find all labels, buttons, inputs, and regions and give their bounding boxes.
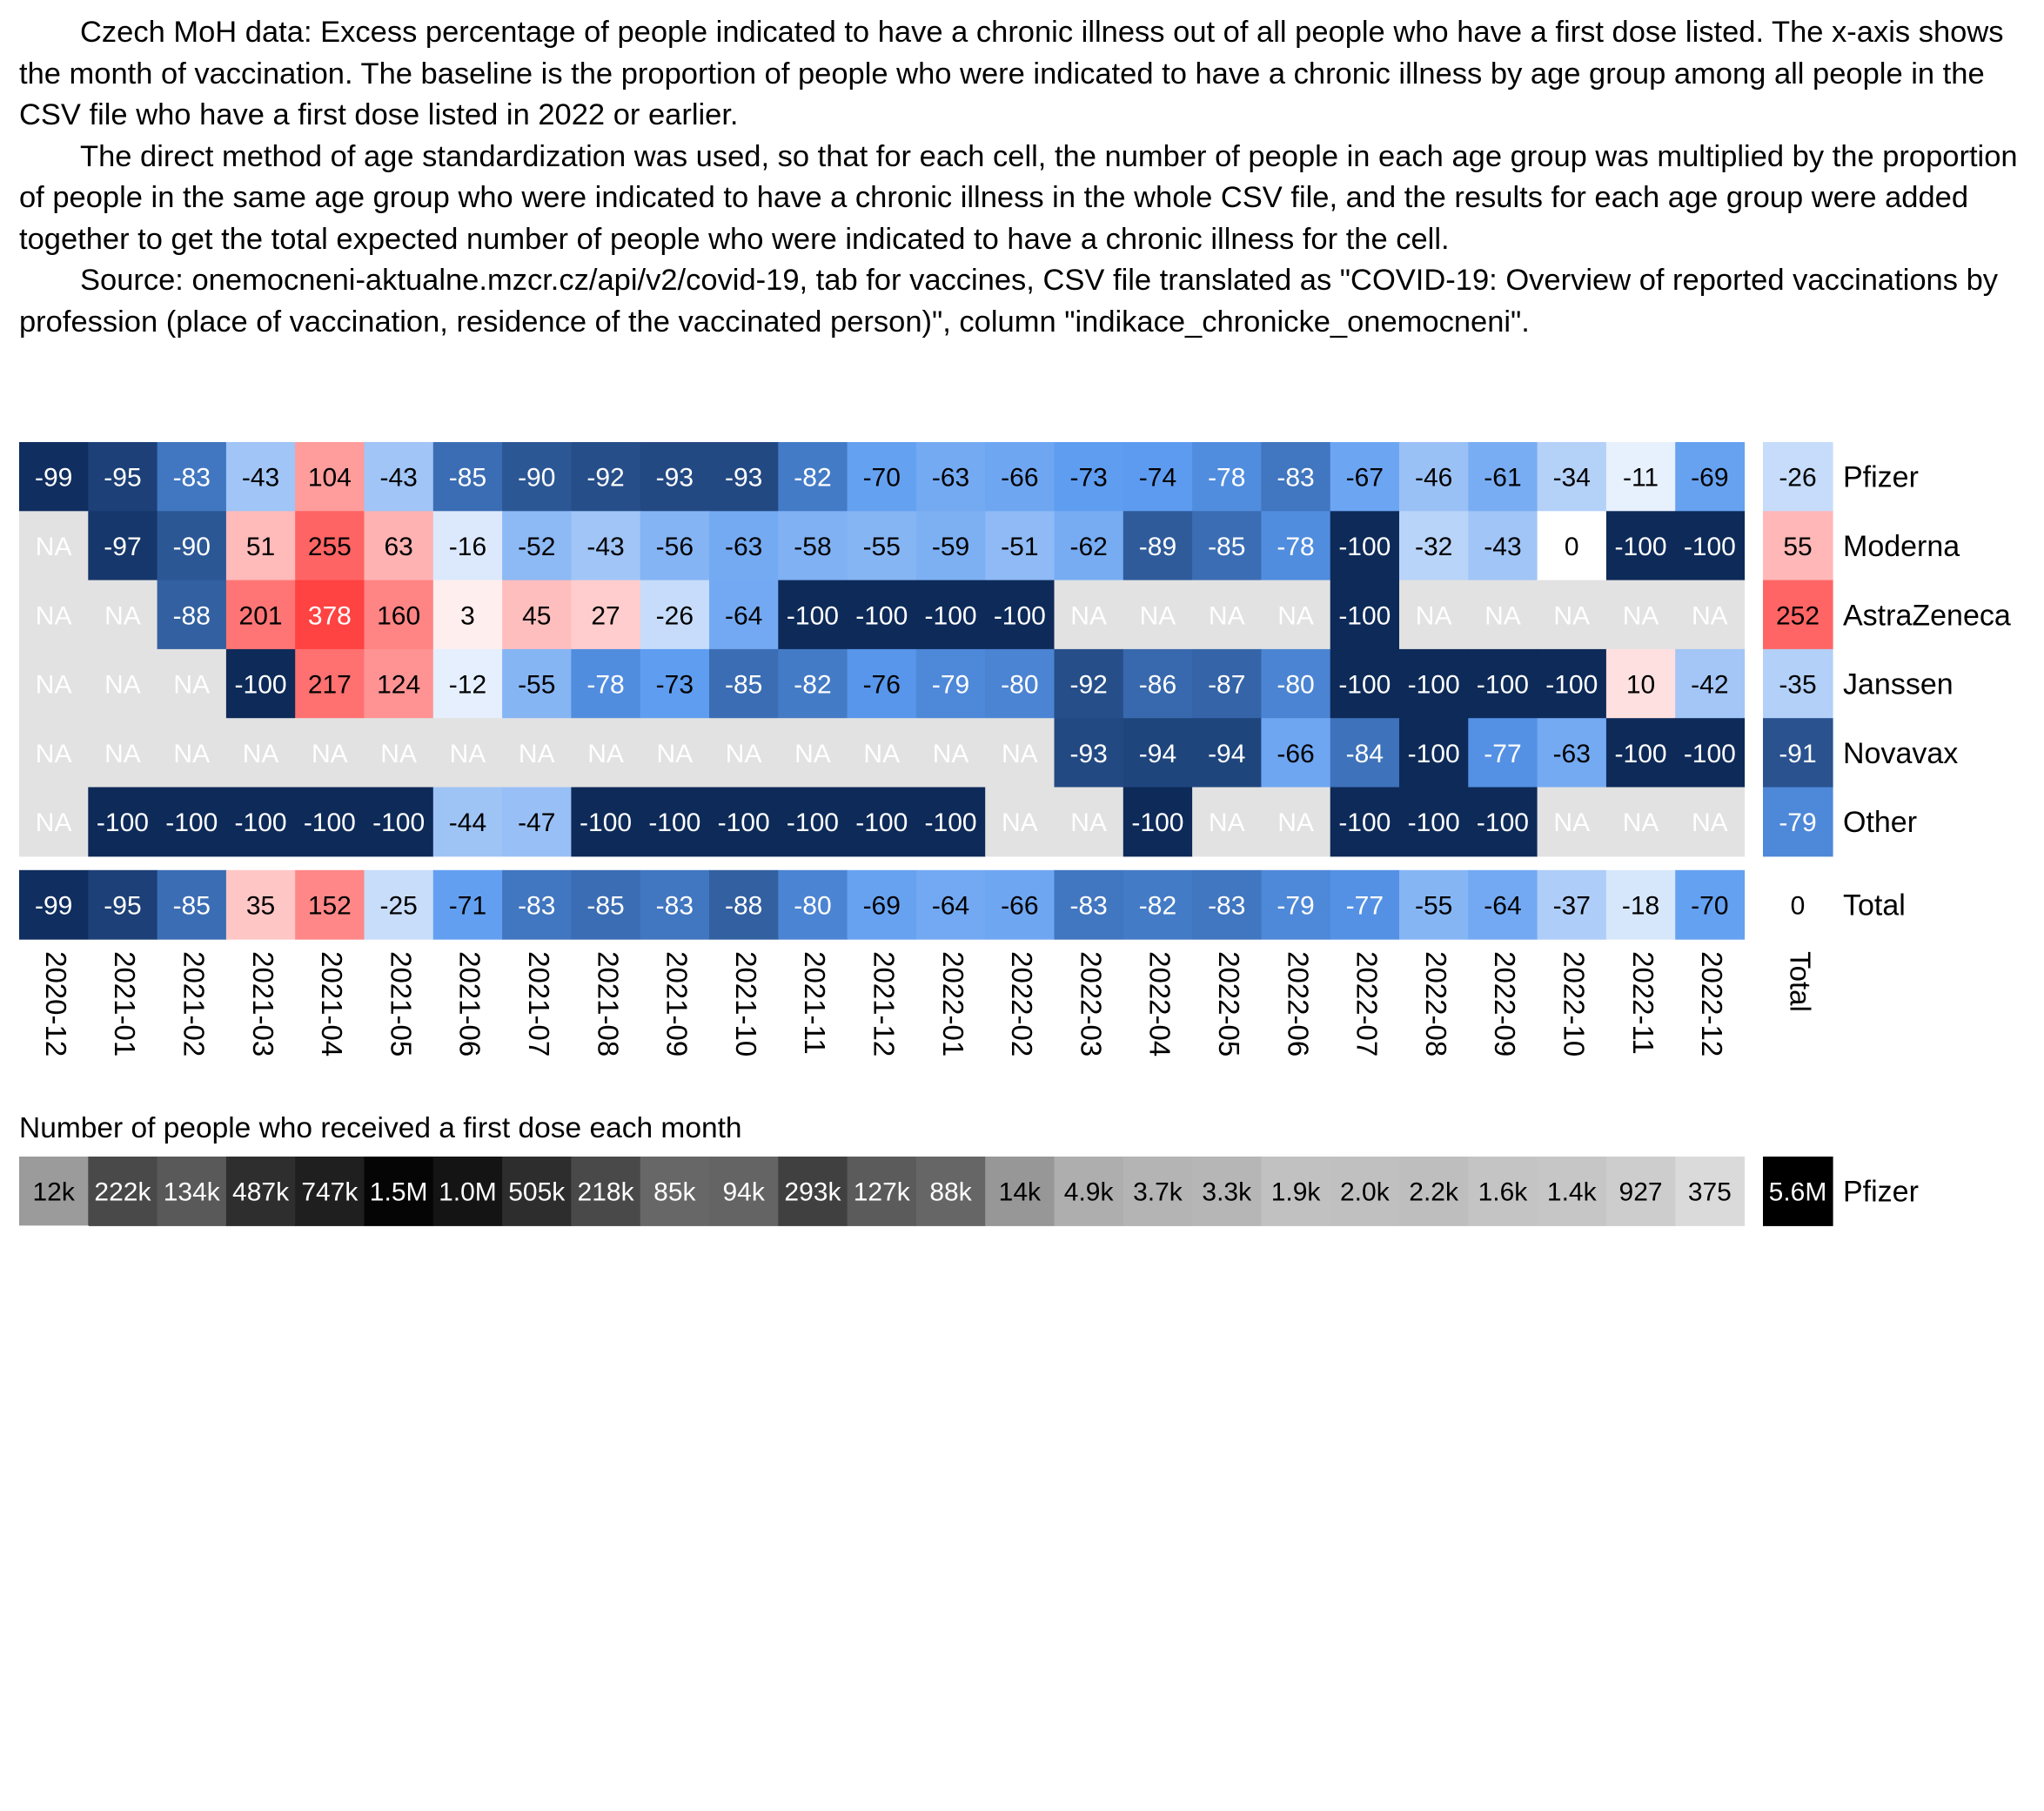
heatmap1-x-tick: 2021-03 (246, 951, 279, 1057)
heatmap1-cell-label: NA (932, 739, 969, 768)
heatmap1-x-tick: 2022-07 (1350, 951, 1384, 1057)
heatmap1-cell-label: 201 (238, 601, 283, 631)
heatmap1-cell-label: -52 (518, 532, 556, 561)
heatmap1-row-label: Moderna (1843, 529, 1960, 563)
heatmap1-cell-label: NA (1622, 601, 1659, 631)
heatmap1-cell-label: -100 (855, 808, 908, 838)
heatmap1-cell-label: NA (380, 739, 417, 768)
heatmap1-x-tick: 2021-11 (799, 951, 832, 1055)
heatmap1-cell-label: 0 (1564, 532, 1579, 561)
heatmap1-cell-label: -26 (655, 601, 694, 631)
heatmap2-cell-label: 2.0k (1339, 1177, 1390, 1207)
heatmap2-cell-label: 1.0M (439, 1177, 497, 1207)
heatmap1-cell-label: -83 (1277, 463, 1315, 493)
heatmap1-cell-label: -86 (1138, 670, 1177, 700)
heatmap1-cell-label: NA (449, 739, 486, 768)
heatmap1-row-label: Novavax (1843, 736, 1959, 770)
heatmap2-cell-label: 222k (94, 1177, 151, 1207)
heatmap1-row-total-label: -35 (1779, 670, 1817, 700)
heatmap1-cell-label: -100 (1338, 601, 1391, 631)
heatmap2-cell-label: 1.4k (1546, 1177, 1597, 1207)
heatmap1-cell-label: NA (1553, 601, 1591, 631)
heatmap1-cell-label: -42 (1691, 670, 1729, 700)
heatmap1-cell-label: -63 (1552, 739, 1591, 768)
heatmap1-cell-label: 160 (377, 601, 421, 631)
heatmap1-x-tick-total: Total (1784, 951, 1817, 1012)
heatmap1-cell-label: -92 (1069, 670, 1108, 700)
heatmap1-cell-label: -12 (448, 670, 487, 700)
heatmap1-cell-label: -93 (655, 463, 694, 493)
heatmap1-x-tick: 2022-09 (1489, 951, 1522, 1057)
heatmap1-cell-label: -67 (1345, 463, 1384, 493)
heatmap1-cell-label: -82 (794, 463, 832, 493)
heatmap1-cell-label: -66 (1001, 463, 1039, 493)
heatmap2-cell-label: 4.9k (1063, 1177, 1114, 1207)
heatmap1-x-tick: 2021-02 (178, 951, 211, 1057)
heatmap2-row-label: Pfizer (1843, 1175, 1919, 1209)
heatmap2-cell-label: 487k (232, 1177, 290, 1207)
heatmap1-cell-label: NA (35, 739, 72, 768)
heatmap1-total-row-cell-label: 152 (307, 891, 352, 921)
heatmap1-total-row-cell-label: -83 (518, 891, 556, 921)
heatmap1-cell-label: -100 (372, 808, 426, 838)
heatmap1-cell-label: -43 (1484, 532, 1522, 561)
heatmap2-cell-label: 88k (929, 1177, 972, 1207)
heatmap1-cell-label: -87 (1208, 670, 1246, 700)
heatmap1-cell-label: NA (104, 601, 141, 631)
heatmap1-cell-label: NA (35, 670, 72, 700)
heatmap1-total-row-cell-label: -83 (1069, 891, 1108, 921)
heatmap1-x-tick: 2022-12 (1696, 951, 1729, 1057)
heatmap1-total-row-cell-label: -18 (1621, 891, 1660, 921)
heatmap2-cell-label: 12k (32, 1177, 75, 1207)
heatmap1-cell-label: -55 (518, 670, 556, 700)
heatmap1-cell-label: -16 (448, 532, 487, 561)
heatmap1-cell-label: 104 (307, 463, 352, 493)
heatmap1-cell-label: NA (1002, 808, 1038, 838)
heatmap1-cell-label: -63 (931, 463, 970, 493)
heatmap1-cell-label: NA (1415, 601, 1452, 631)
heatmap1-cell-label: 51 (245, 532, 276, 561)
heatmap1-cell-label: -74 (1138, 463, 1177, 493)
heatmap1-cell-label: -63 (724, 532, 763, 561)
heatmap1-cell-label: -46 (1414, 463, 1453, 493)
heatmap1-cell-label: 63 (384, 532, 413, 561)
heatmap1-cell-label: -100 (580, 808, 633, 838)
heatmap1-cell-label: -69 (1691, 463, 1729, 493)
heatmap1-row-label: Janssen (1843, 667, 1954, 701)
heatmap1-cell-label: -82 (794, 670, 832, 700)
heatmap1-cell-label: -51 (1001, 532, 1039, 561)
heatmap1-x-tick: 2022-02 (1006, 951, 1039, 1057)
heatmap1-x-tick: 2021-04 (316, 951, 349, 1057)
heatmap1-cell-label: -78 (586, 670, 625, 700)
description-paragraph-2: The direct method of age standardization was used, so that for each cell, the number of people in each age group was multiplied by the proportion of people in the same age group who were indicated to have a chronic illness in the whole CSV file, and the results for each age group were added together to get the total expected number of people who were indicated to have a chronic illness for the cell. (19, 139, 2018, 256)
heatmap1-cell-label: -100 (1614, 532, 1667, 561)
heatmap1-cell-label: NA (1277, 808, 1314, 838)
heatmap1-cell-label: -97 (104, 532, 142, 561)
heatmap1-cell-label: NA (656, 739, 694, 768)
heatmap1-cell-label: -93 (724, 463, 763, 493)
heatmap1-total-row-cell-label: -83 (1208, 891, 1246, 921)
heatmap1-cell-label: -79 (931, 670, 970, 700)
heatmap1-cell-label: -78 (1277, 532, 1315, 561)
heatmap1-cell-label: -89 (1138, 532, 1177, 561)
heatmap1-cell-label: 45 (522, 601, 552, 631)
heatmap1-cell-label: -59 (931, 532, 970, 561)
heatmap1-cell-label: -100 (1407, 808, 1460, 838)
heatmap1-total-row-cell-label: -70 (1691, 891, 1729, 921)
heatmap1-cell-label: -100 (717, 808, 770, 838)
heatmap1-cell-label: NA (1553, 808, 1591, 838)
heatmap1-total-row-cell-label: -66 (1001, 891, 1039, 921)
heatmap2-cell-label: 218k (577, 1177, 634, 1207)
heatmap1-cell-label: NA (312, 739, 348, 768)
heatmap1-total-row-cell-label: -82 (1138, 891, 1177, 921)
heatmap1-cell-label: NA (1484, 601, 1521, 631)
heatmap1-cell-label: -100 (993, 601, 1046, 631)
heatmap1-cell-label: -100 (924, 808, 977, 838)
heatmap1-cell-label: NA (587, 739, 624, 768)
heatmap1-x-tick: 2022-01 (936, 951, 969, 1057)
heatmap1-cell-label: -100 (1614, 739, 1667, 768)
heatmap1-cell-label: NA (35, 601, 72, 631)
heatmap1-x-tick: 2020-12 (39, 951, 72, 1057)
heatmap1-total-row-cell-label: -77 (1345, 891, 1384, 921)
heatmap1-cell-label: -88 (172, 601, 211, 631)
heatmap1-cell-label: -34 (1552, 463, 1591, 493)
heatmap1-cell-label: -100 (1545, 670, 1598, 700)
heatmap1-x-tick: 2022-04 (1143, 951, 1176, 1057)
heatmap1-cell-label: NA (725, 739, 762, 768)
heatmap1-cell-label: -92 (586, 463, 625, 493)
heatmap1-total-row-cell-label: -83 (655, 891, 694, 921)
heatmap2-cell-rect (19, 1225, 89, 1295)
heatmap1-cell-label: -100 (96, 808, 149, 838)
heatmap1-cell-label: -100 (165, 808, 218, 838)
heatmap1-total-row-cell-label: -88 (724, 891, 763, 921)
heatmap1-cell-label: -73 (1069, 463, 1108, 493)
heatmap1-cell-label: NA (518, 739, 555, 768)
heatmap1-cell-label: 10 (1625, 670, 1656, 700)
heatmap1-cell-label: -100 (1683, 739, 1736, 768)
heatmap1-cell-label: NA (1208, 601, 1245, 631)
heatmap1-cell-label: 27 (591, 601, 620, 631)
heatmap1-cell-label: -43 (241, 463, 280, 493)
heatmap2-cell-label: 927 (1618, 1177, 1663, 1207)
heatmap1-x-tick: 2021-07 (523, 951, 556, 1057)
heatmap1-total-row-cell-label: -99 (34, 891, 73, 921)
heatmap1-cell-label: -11 (1622, 463, 1659, 493)
heatmap2-cell-label: 1.9k (1270, 1177, 1321, 1207)
heatmap1-x-tick: 2022-10 (1558, 951, 1591, 1057)
heatmap1-cell-label: -100 (1407, 739, 1460, 768)
heatmap1-row-label: Other (1843, 806, 1918, 840)
heatmap1-total-row-cell-label: 35 (245, 891, 276, 921)
heatmap1-cell-label: NA (863, 739, 901, 768)
heatmap1-total-row-cell-label: -64 (931, 891, 970, 921)
heatmap1-cell-label: -85 (1208, 532, 1246, 561)
heatmap2-cell-label: 293k (784, 1177, 841, 1207)
heatmap1-cell-label: -66 (1277, 739, 1315, 768)
heatmap1-total-row-cell-label: -95 (104, 891, 142, 921)
heatmap1-cell-label: NA (104, 670, 141, 700)
heatmap1-x-tick: 2022-06 (1282, 951, 1315, 1057)
heatmap1-cell-label: -100 (924, 601, 977, 631)
heatmap1-cell-label: NA (242, 739, 279, 768)
heatmap1-cell-label: -94 (1138, 739, 1177, 768)
heatmap1-row-total-label: -79 (1779, 808, 1817, 838)
heatmap1-total-row-cell-label: -85 (172, 891, 211, 921)
description-paragraph-1: Czech MoH data: Excess percentage of people indicated to have a chronic illness out of all people who have a first dose listed. The x-axis shows the month of vaccination. The baseline is the proportion of people who were indicated to have a chronic illness by age group among all people in the CSV file who have a first dose listed in 2022 or earlier. (19, 16, 2004, 131)
heatmap1-cell-label: NA (1070, 601, 1107, 631)
heatmap1-cell-label: -90 (518, 463, 556, 493)
heatmap1-cell-label: -100 (1407, 670, 1460, 700)
heatmap1-row-total-label: -91 (1779, 739, 1817, 768)
heatmap1-total-row-cell-label: -64 (1484, 891, 1522, 921)
heatmap1-cell-label: -85 (448, 463, 487, 493)
heatmap1-cell-label: NA (173, 739, 211, 768)
heatmap1-cell-label: -78 (1208, 463, 1246, 493)
heatmap2-cell-label: 1.6k (1478, 1177, 1528, 1207)
heatmap1-cell-label: 217 (307, 670, 352, 700)
heatmap1-cell-label: NA (1277, 601, 1314, 631)
heatmap2-cell-label: 85k (653, 1177, 696, 1207)
heatmap1-total-row-cell-label: -79 (1277, 891, 1315, 921)
heatmap2-cell-label: 2.2k (1409, 1177, 1459, 1207)
heatmap1-cell-label: -44 (448, 808, 487, 838)
heatmap2-cell-label: 94k (722, 1177, 765, 1207)
heatmap1-cell-label: NA (1002, 739, 1038, 768)
heatmap1-cell-label: NA (1692, 808, 1728, 838)
heatmap2-row-total-label: 5.6M (1768, 1177, 1827, 1207)
heatmap1-cell-label: -100 (1131, 808, 1184, 838)
heatmap1-x-tick: 2021-09 (660, 951, 694, 1057)
heatmap1-row-total-label: 252 (1775, 601, 1820, 631)
heatmap1-cell-label: 3 (460, 601, 475, 631)
heatmap2-cell-label: 3.7k (1133, 1177, 1183, 1207)
heatmap2-cell-label: 1.5M (369, 1177, 428, 1207)
heatmap1-x-tick: 2022-05 (1213, 951, 1246, 1057)
heatmap1-cell-label: -100 (786, 808, 839, 838)
heatmap1-cell-label: 255 (307, 532, 352, 561)
heatmap1-cell-label: -55 (862, 532, 901, 561)
heatmap1-cell-label: -61 (1484, 463, 1522, 493)
heatmap1-cell-label: -100 (855, 601, 908, 631)
heatmap1-row-label: Pfizer (1843, 460, 1919, 494)
heatmap1-cell-label: -100 (1476, 808, 1529, 838)
heatmap1-cell-label: -90 (172, 532, 211, 561)
heatmap2-cell-label: 134k (163, 1177, 220, 1207)
heatmap1-cell-label: -100 (1338, 808, 1391, 838)
heatmap2-cell-label: 3.3k (1202, 1177, 1252, 1207)
heatmap1-cell-label: -73 (655, 670, 694, 700)
heatmap1-cell-label: -58 (794, 532, 832, 561)
heatmap1-x-tick: 2021-10 (729, 951, 762, 1057)
heatmap1-cell-label: -77 (1484, 739, 1522, 768)
heatmap1-cell-label: -95 (104, 463, 142, 493)
heatmap1-cell-label: -100 (234, 808, 287, 838)
heatmap1-cell-label: NA (35, 808, 72, 838)
heatmap1-x-tick: 2021-06 (453, 951, 486, 1057)
heatmap1-cell-label: -70 (862, 463, 901, 493)
heatmap1-row-label: AstraZeneca (1843, 599, 2011, 633)
heatmap1-cell-label: NA (1208, 808, 1245, 838)
description-paragraph-3: Source: onemocneni-aktualne.mzcr.cz/api/v2/covid-19, tab for vaccines, CSV file translated as "COVID-19: Overview of reported vaccinations by profession (place of vaccination, residence of the vaccinated person)", column "indikace_chronicke_onemocneni". (19, 264, 1999, 339)
heatmap1-cell-label: NA (1622, 808, 1659, 838)
heatmap1-total-row-cell-label: -55 (1414, 891, 1453, 921)
heatmap1-x-tick: 2022-08 (1419, 951, 1452, 1057)
heatmap1-cell-label: NA (173, 670, 211, 700)
heatmap1-cell-label: -85 (724, 670, 763, 700)
heatmap1-cell-label: -62 (1069, 532, 1108, 561)
heatmap1-cell-label: -84 (1345, 739, 1384, 768)
heatmap1-cell-label: -100 (1338, 670, 1391, 700)
heatmap1-row-total-label: 55 (1783, 532, 1813, 561)
heatmap1-total-row-cell-label: -37 (1552, 891, 1591, 921)
heatmap1-x-tick: 2022-11 (1626, 951, 1659, 1055)
heatmap1-cell-label: -100 (648, 808, 701, 838)
heatmap1-cell-label: -100 (1338, 532, 1391, 561)
heatmap1-total-row-cell-label: -85 (586, 891, 625, 921)
heatmap1-cell-label: -56 (655, 532, 694, 561)
heatmap1-cell-label: 124 (377, 670, 421, 700)
heatmap1-x-tick: 2021-01 (109, 951, 142, 1057)
heatmap1-cell-label: -64 (724, 601, 763, 631)
heatmap1-cell-label: -80 (1001, 670, 1039, 700)
heatmap1-cell-label: -32 (1414, 532, 1453, 561)
heatmap2-cell-label: 375 (1687, 1177, 1732, 1207)
heatmap1-cell-label: -94 (1208, 739, 1246, 768)
heatmap1-total-row-cell-label: -69 (862, 891, 901, 921)
heatmap1-cell-label: NA (1692, 601, 1728, 631)
heatmap1-x-tick: 2021-12 (868, 951, 901, 1057)
heatmap1-cell-label: NA (1070, 808, 1107, 838)
heatmap1-cell-label: NA (794, 739, 831, 768)
heatmap1-cell-label: -100 (1476, 670, 1529, 700)
heatmap1-cell-label: -80 (1277, 670, 1315, 700)
heatmap1-cell-label: -100 (303, 808, 356, 838)
heatmap1-total-row-cell-label: -71 (448, 891, 487, 921)
heatmap1-cell-label: 378 (307, 601, 352, 631)
heatmap1-cell-label: -47 (518, 808, 556, 838)
heatmap2-cell-label: 14k (998, 1177, 1042, 1207)
heatmap1-x-tick: 2021-08 (592, 951, 625, 1057)
heatmap1-cell-label: -99 (34, 463, 73, 493)
heatmap2-cell-label: 505k (508, 1177, 566, 1207)
heatmap2-cell-label: 127k (853, 1177, 910, 1207)
heatmap1-grand-total-label: 0 (1790, 891, 1806, 921)
heatmap1-cell-label: -100 (1683, 532, 1736, 561)
heatmap1-cell-label: -43 (379, 463, 418, 493)
heatmap1-cell-label: -43 (586, 532, 625, 561)
heatmap1-total-row-cell-label: -25 (379, 891, 418, 921)
heatmap1-x-tick: 2021-05 (385, 951, 418, 1057)
heatmap1-row-total-label: -26 (1779, 463, 1817, 493)
heatmap1-cell-label: NA (35, 532, 72, 561)
heatmap1-cell-label: -100 (234, 670, 287, 700)
heatmap1-cell-label: -83 (172, 463, 211, 493)
heatmap1-cell-label: -76 (862, 670, 901, 700)
heatmap1-cell-label: NA (104, 739, 141, 768)
heatmap1-cell-label: -93 (1069, 739, 1108, 768)
heatmap2-title: Number of people who received a first dose each month (19, 1112, 742, 1144)
heatmap1-total-row-cell-label: -80 (794, 891, 832, 921)
heatmap2-cell-label: 747k (301, 1177, 359, 1207)
heatmap1-cell-label: NA (1139, 601, 1176, 631)
heatmap1-total-row-label: Total (1843, 889, 1906, 922)
heatmap1-x-tick: 2022-03 (1075, 951, 1108, 1057)
heatmap1-cell-label: -100 (786, 601, 839, 631)
